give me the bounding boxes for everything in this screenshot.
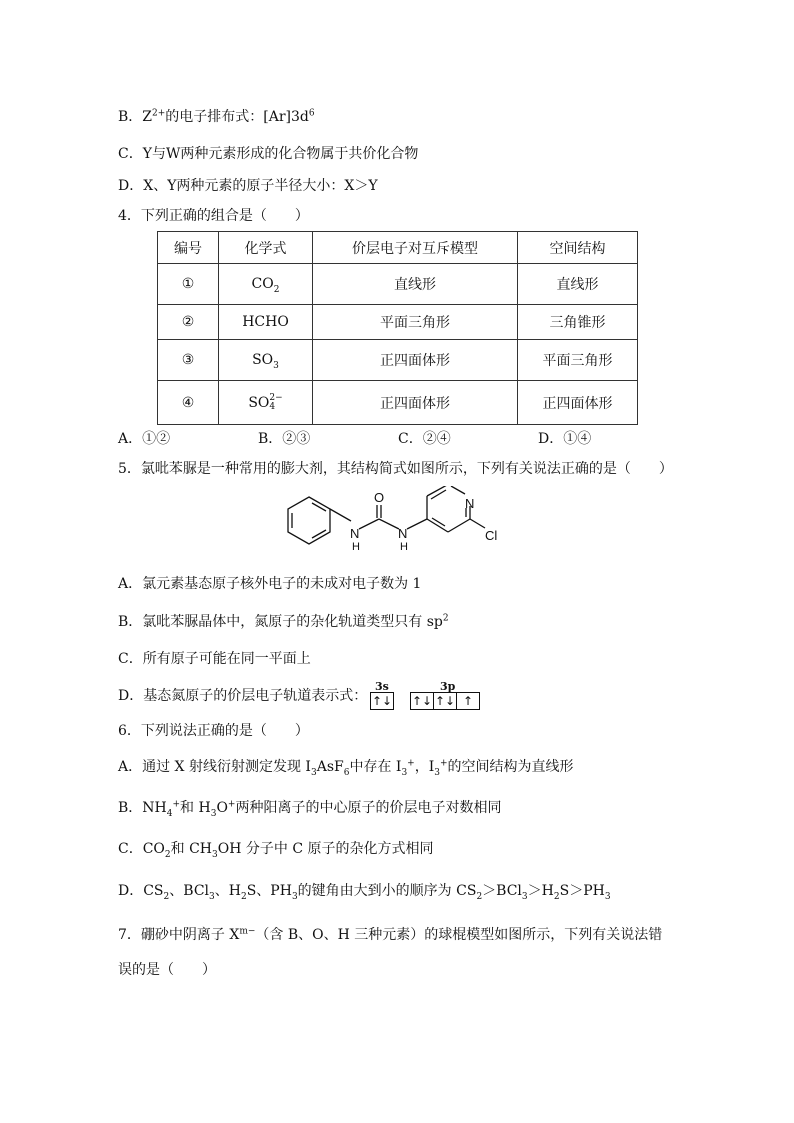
header-cell: 化学式 (219, 232, 313, 264)
option-b-q3: B．$Z^{2+}$的电子排布式：$[Ar]3d^6$ (118, 108, 315, 125)
option-d-q5: D．基态氮原子的价层电子轨道表示式： (118, 688, 368, 704)
cell-no: ④ (158, 381, 219, 425)
cell-shape: 三角锥形 (518, 305, 638, 340)
header-cell: 价层电子对互斥模型 (313, 232, 518, 264)
cell-vsepr: 平面三角形 (313, 305, 518, 340)
header-cell: 空间结构 (518, 232, 638, 264)
atom-n: N (465, 496, 475, 511)
q4-table (157, 231, 638, 425)
q4-options (118, 428, 638, 448)
cell-formula: SO 2− 4 (219, 381, 313, 425)
question-6: 6．下列说法正确的是（ ） (118, 723, 309, 739)
cell-formula: $SO_3$ (219, 340, 313, 381)
cell-no: ③ (158, 340, 219, 381)
question-4: 4．下列正确的组合是（ ） (118, 208, 309, 224)
cell-no: ② (158, 305, 219, 340)
option-c-q6: C．$CO_2$和 $CH_3OH$ 分子中 C 原子的杂化方式相同 (118, 841, 434, 860)
cell-formula: HCHO (219, 305, 313, 340)
option-a-q5: A．氯元素基态原子核外电子的未成对电子数为 1 (118, 576, 422, 592)
orbital-cell: ↑↓ (371, 694, 393, 708)
option-d-q6: D．$CS_2$、BCl$_3$、$H_2S$、$PH_3$的键角由大到小的顺序为 $CS_2>BCl_3>H_2S>PH_3$ (118, 883, 611, 902)
option-d-q4: D．①④ (538, 431, 592, 447)
table-header-row (158, 232, 638, 264)
orbital-cell: ↑↓ (411, 694, 433, 708)
atom-cl: Cl (485, 528, 498, 543)
option-b-q6: B．$NH_4^+$和 $H_3O^+$两种阳离子的中心原子的价层电子对数相同 (118, 799, 502, 819)
cell-shape: 平面三角形 (518, 340, 638, 381)
cell-shape: 直线形 (518, 264, 638, 305)
cell-shape: 正四面体形 (518, 381, 638, 425)
option-c-q4: C．②④ (398, 431, 451, 447)
cell-no: ① (158, 264, 219, 305)
cell-vsepr: 正四面体形 (313, 340, 518, 381)
molecule-structure (285, 486, 515, 561)
orbital-box-3p (410, 692, 480, 710)
cell-vsepr: 直线形 (313, 264, 518, 305)
option-d-q3: D．X、Y两种元素的原子半径大小：X＞Y (118, 178, 378, 194)
option-b-q5: B．氯吡苯脲晶体中，氮原子的杂化轨道类型只有 $sp^2$ (118, 613, 449, 630)
orbital-cell: ↑↓ (434, 694, 456, 708)
cell-vsepr: 正四面体形 (313, 381, 518, 425)
orbital-box-3s (370, 692, 394, 710)
option-c-q3: C．Y与W两种元素形成的化合物属于共价化合物 (118, 146, 419, 162)
atom-h: H (352, 541, 360, 553)
orbital-cell: ↑ (462, 694, 474, 708)
question-5: 5．氯吡苯脲是一种常用的膨大剂，其结构简式如图所示，下列有关说法正确的是（ ） (118, 461, 673, 477)
table-row (158, 264, 638, 305)
atom-n: N (398, 526, 408, 541)
orbital-label-3p: 3p (440, 680, 456, 693)
atom-o: O (374, 490, 385, 505)
header-cell: 编号 (158, 232, 219, 264)
cell-formula: $CO_2$ (219, 264, 313, 305)
option-a-q6: A．通过 X 射线衍射测定发现 $I_3AsF_6$中存在 $I_3^+$，$I_3^+$的空间结构为直线形 (118, 758, 574, 778)
question-7-cont: 误的是（ ） (118, 962, 216, 978)
option-c-q5: C．所有原子可能在同一平面上 (118, 651, 311, 667)
question-7: 7．硼砂中阴离子 $X^{m-}$（含 B、O、H 三种元素）的球棍模型如图所示，下列有关说法错 (118, 926, 663, 943)
option-a-q4: A．①② (118, 431, 171, 447)
table-row (158, 381, 638, 425)
orbital-label-3s: 3s (375, 680, 389, 693)
option-b-q4: B．②③ (258, 431, 311, 447)
atom-n: N (350, 526, 360, 541)
table-row (158, 305, 638, 340)
atom-h: H (400, 541, 408, 553)
table-row (158, 340, 638, 381)
